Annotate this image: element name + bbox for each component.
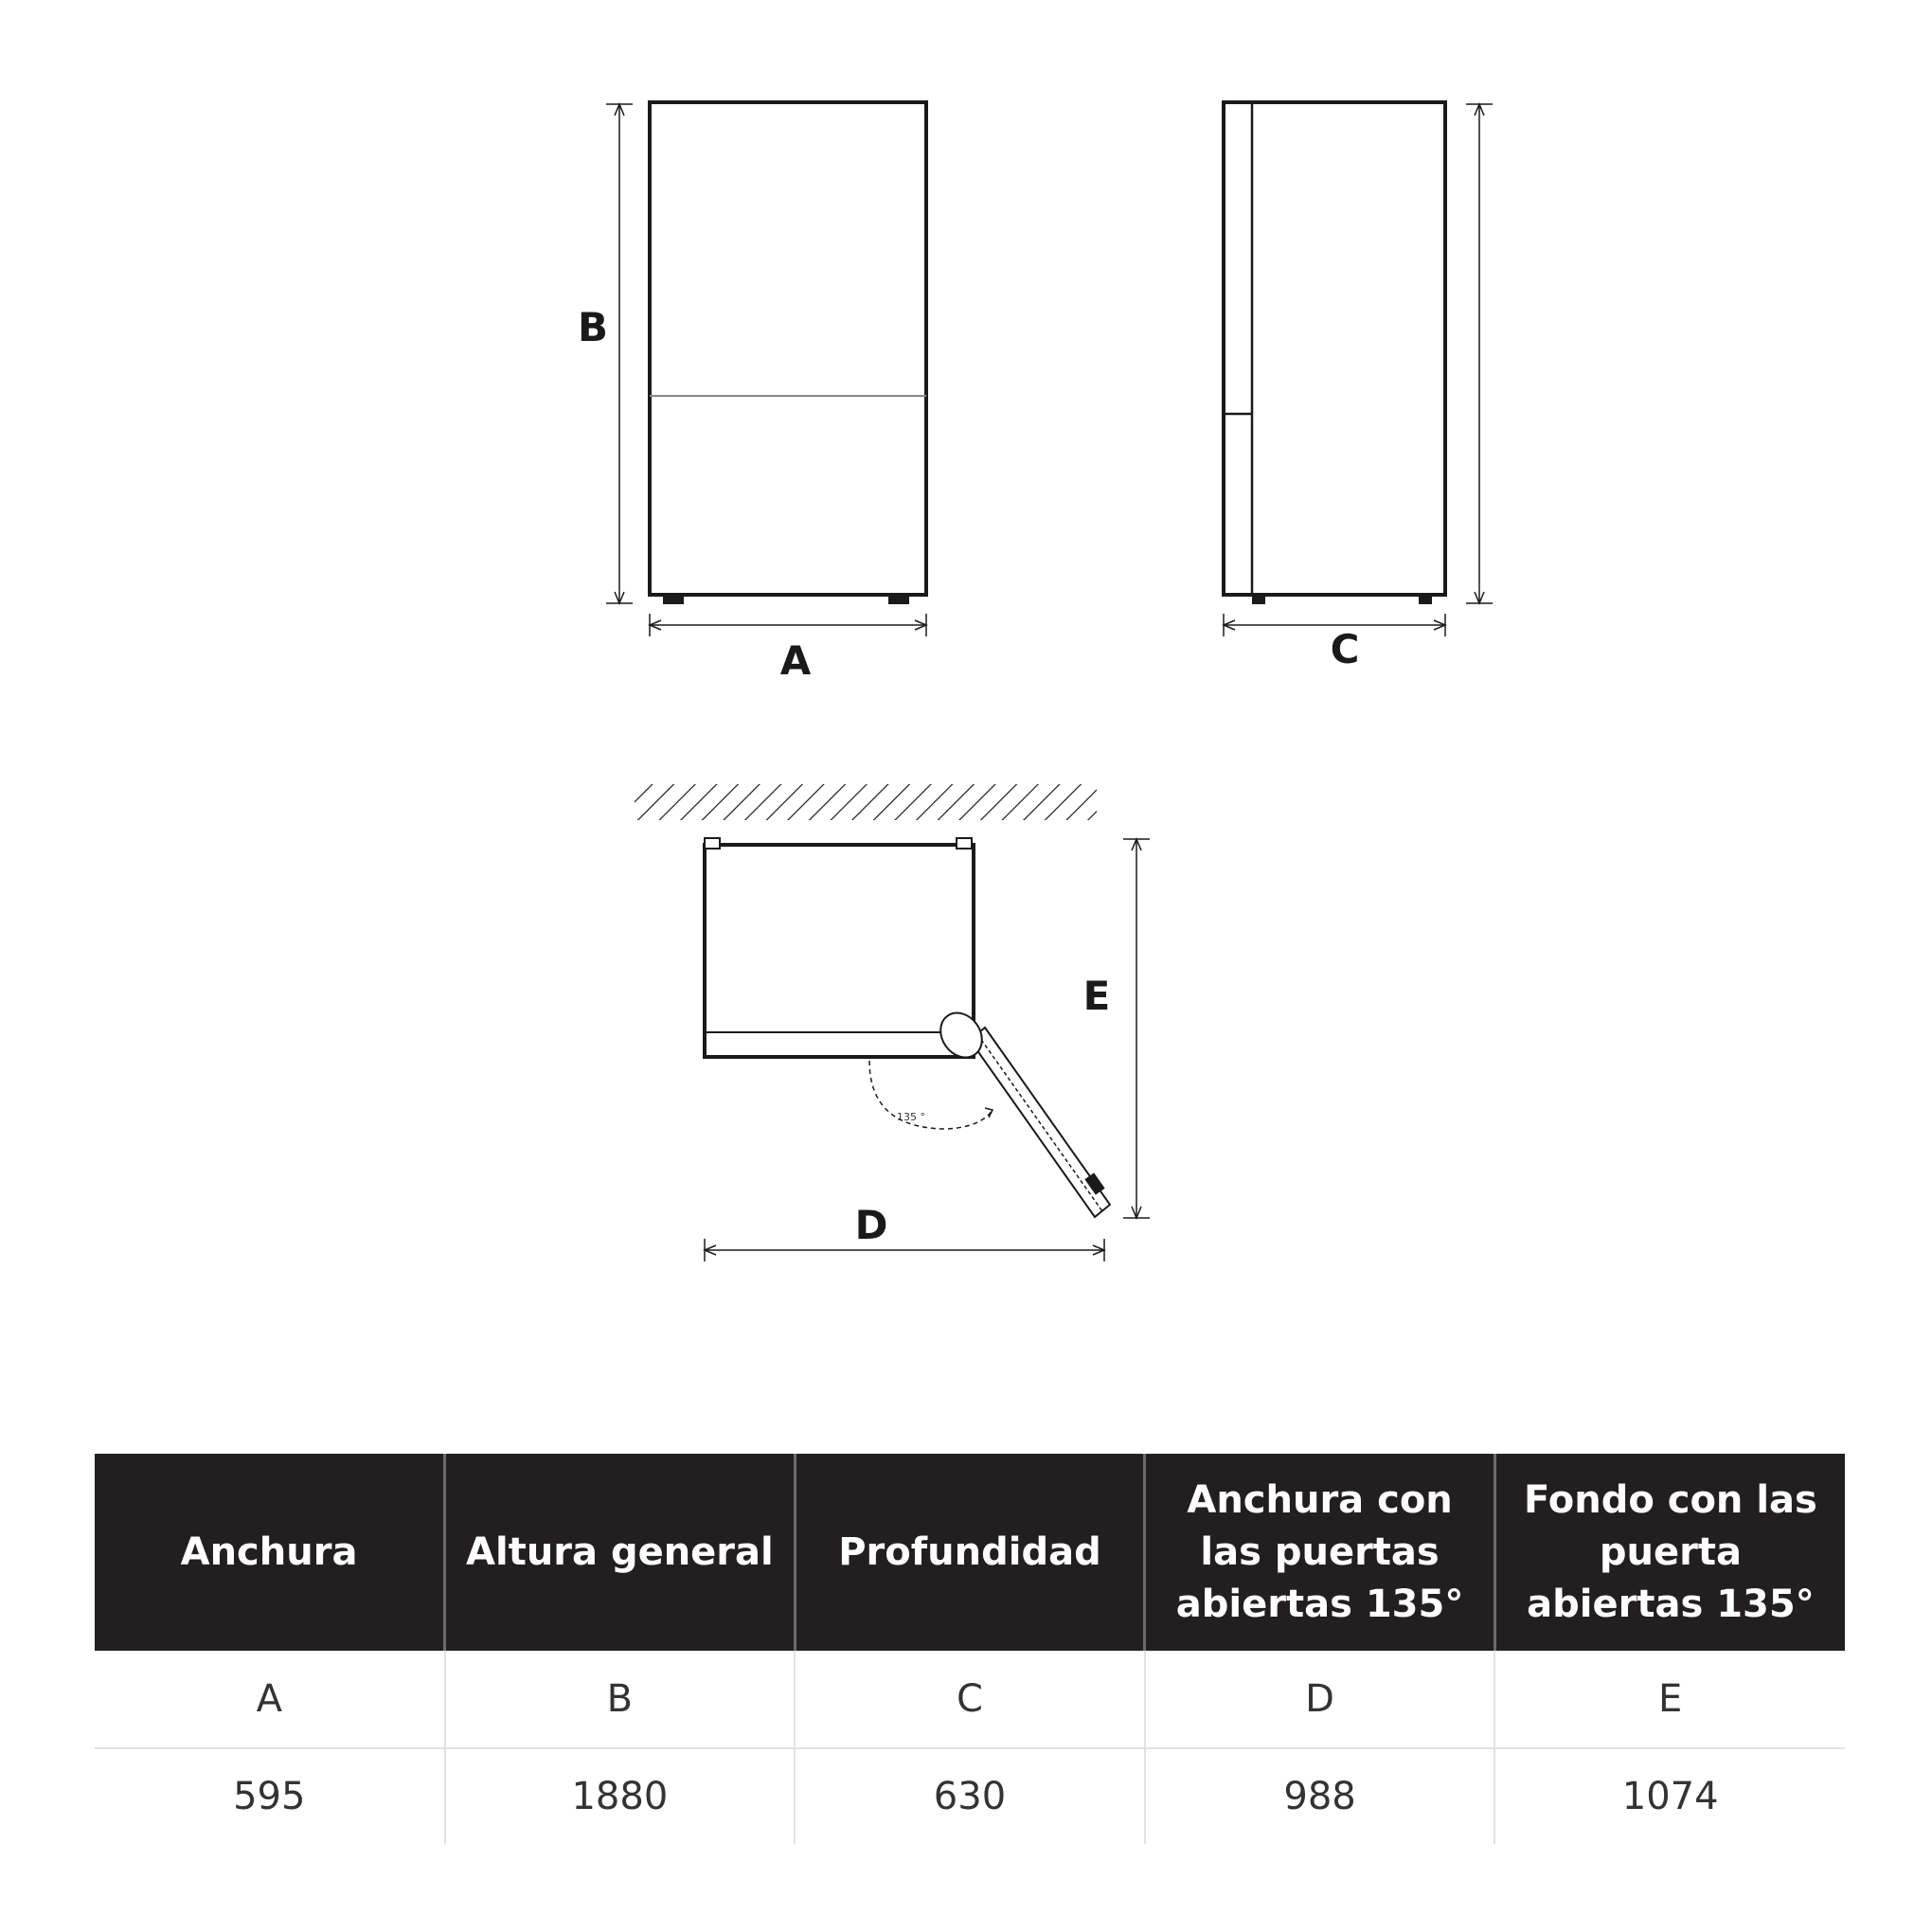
cell-letter-d: D xyxy=(1145,1651,1495,1748)
fridge-front-foot-left xyxy=(663,595,684,604)
dimension-line-a xyxy=(650,614,926,636)
dimension-line-e xyxy=(1123,839,1150,1218)
wall-hatch xyxy=(635,784,1097,820)
table-row-letters xyxy=(95,1651,1845,1748)
side-view xyxy=(1224,102,1493,672)
fridge-front-body xyxy=(650,102,926,595)
dimension-label-e: E xyxy=(1082,973,1111,1019)
front-view xyxy=(578,102,926,684)
dimension-line-side-height xyxy=(1466,104,1493,603)
dimension-line-b xyxy=(606,104,633,603)
header-anchura-puertas-abiertas: Anchura con las puertas abiertas 135° xyxy=(1145,1454,1495,1651)
fridge-side-foot-right xyxy=(1419,595,1432,604)
fridge-front-foot-right xyxy=(888,595,909,604)
angle-arc xyxy=(869,1061,993,1129)
cell-letter-a: A xyxy=(95,1651,445,1748)
fridge-top-hinge-right xyxy=(957,838,972,849)
cell-letter-c: C xyxy=(795,1651,1145,1748)
header-profundidad: Profundidad xyxy=(795,1454,1145,1651)
cell-letter-b: B xyxy=(445,1651,796,1748)
dimension-label-d: D xyxy=(854,1202,888,1248)
dimensions-table xyxy=(95,1454,1845,1844)
cell-value-a: 595 xyxy=(233,1775,306,1818)
header-fondo-puertas-abiertas: Fondo con las puerta abiertas 135° xyxy=(1494,1454,1845,1651)
dimension-label-c: C xyxy=(1330,626,1360,672)
table-row-values xyxy=(95,1748,1845,1844)
cell-letter-e: E xyxy=(1494,1651,1845,1748)
dimension-label-b: B xyxy=(577,304,609,350)
cell-value-c: 630 xyxy=(795,1748,1145,1844)
cell-value-e: 1074 xyxy=(1494,1748,1845,1844)
cell-value-b: 1880 xyxy=(445,1748,796,1844)
dimension-label-a: A xyxy=(779,637,812,684)
angle-label: 135 ° xyxy=(897,1111,925,1123)
fridge-top-hinge-left xyxy=(705,838,720,849)
header-anchura: Anchura xyxy=(95,1454,445,1651)
fridge-side-foot-left xyxy=(1252,595,1265,604)
angle-arc-arrow xyxy=(985,1108,993,1118)
table-header-row xyxy=(95,1454,1845,1651)
dimension-line-d xyxy=(705,1239,1104,1261)
header-altura-general: Altura general xyxy=(445,1454,796,1651)
top-view xyxy=(635,784,1150,1261)
fridge-side-body xyxy=(1224,102,1445,595)
fridge-top-body xyxy=(705,845,974,1057)
cell-value-d: 988 xyxy=(1145,1748,1495,1844)
